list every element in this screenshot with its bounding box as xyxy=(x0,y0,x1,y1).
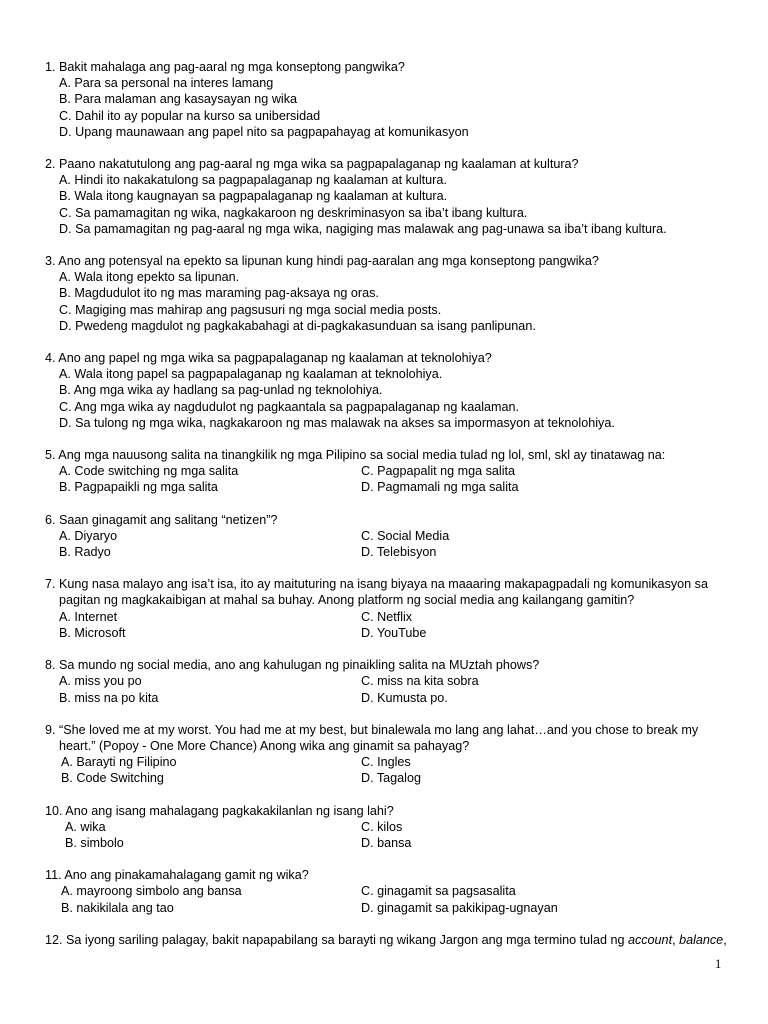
option-row xyxy=(0,625,768,641)
option-c: C. Netflix xyxy=(361,609,413,624)
question-stem: 3. Ano ang potensyal na epekto sa lipunan kung hindi pag-aaralan ang mga konseptong pangwika? xyxy=(45,254,599,269)
option-d: D. Tagalog xyxy=(361,771,421,786)
question-10 xyxy=(0,803,768,852)
option-row xyxy=(0,673,768,689)
option-b: B. Microsoft xyxy=(59,625,126,640)
question-stem: 7. Kung nasa malayo ang isa’t isa, ito ay maituturing na isang biyaya na maaaring makapagpadali ng komunikasyon sa pagitan ng magkakaibigan at mahal sa buhay. Anong platform ng social media ang kailangang gamitin? xyxy=(45,577,708,608)
option-b: B. nakikilala ang tao xyxy=(61,900,174,915)
option-d: D. Pagmamali ng mga salita xyxy=(361,480,519,495)
question-8 xyxy=(0,657,768,706)
question-stem: 4. Ano ang papel ng mga wika sa pagpapalaganap ng kaalaman at teknolohiya? xyxy=(45,351,492,366)
option-row xyxy=(0,544,768,560)
stem-text: 12. Sa iyong sariling palagay, bakit napapabilang sa barayti ng wikang Jargon ang mga termino tulad ng xyxy=(45,932,628,947)
option-b: B. simbolo xyxy=(65,835,124,850)
option-row xyxy=(0,883,768,899)
question-stem: 5. Ang mga nauusong salita na tinangkilik ng mga Pilipino sa social media tulad ng lol, sml, skl ay tinatawag na: xyxy=(45,448,666,463)
option-c: C. Pagpapalit ng mga salita xyxy=(361,464,516,479)
option-b: B. Radyo xyxy=(59,545,111,560)
option-d: D. Upang maunawaan ang papel nito sa pagpapahayag at komunikasyon xyxy=(59,124,469,139)
stem-term-account: account xyxy=(627,932,673,947)
option-row xyxy=(0,900,768,916)
question-stem: 11. Ano ang pinakamahalagang gamit ng wika? xyxy=(45,868,309,883)
question-stem: 8. Sa mundo ng social media, ano ang kahulugan ng pinaikling salita na MUztah phows? xyxy=(45,658,540,673)
option-a: A. mayroong simbolo ang bansa xyxy=(61,884,242,899)
option-b: B. Wala itong kaugnayan sa pagpapalaganap ng kaalaman at kultura. xyxy=(59,189,448,204)
stem-term-balance: balance xyxy=(679,932,724,947)
option-d: D. Sa pamamagitan ng pag-aaral ng mga wika, nagiging mas malawak ang pag-unawa sa iba’t ibang kultura. xyxy=(59,221,667,236)
option-b: B. Magdudulot ito ng mas maraming pag-aksaya ng oras. xyxy=(59,286,379,301)
stem-separator: , xyxy=(672,932,680,947)
option-c: C. Ang mga wika ay nagdudulot ng pagkaantala sa pagpapalaganap ng kaalaman. xyxy=(59,399,520,414)
option-c: C. Sa pamamagitan ng wika, nagkakaroon ng deskriminasyon sa iba’t ibang kultura. xyxy=(59,205,528,220)
option-row xyxy=(0,609,768,625)
option-b: B. miss na po kita xyxy=(59,690,159,705)
option-a: A. Code switching ng mga salita xyxy=(59,464,239,479)
question-11 xyxy=(0,867,768,916)
question-5 xyxy=(0,447,768,496)
option-c: C. kilos xyxy=(361,819,403,834)
exam-page xyxy=(0,59,768,964)
question-1 xyxy=(0,59,768,140)
option-b: B. Ang mga wika ay hadlang sa pag-unlad ng teknolohiya. xyxy=(59,383,383,398)
question-stem: 6. Saan ginagamit ang salitang “netizen”? xyxy=(45,512,278,527)
option-d: D. Kumusta po. xyxy=(361,690,448,705)
question-stem: 2. Paano nakatutulong ang pag-aaral ng mga wika sa pagpapalaganap ng kaalaman at kultura? xyxy=(45,157,579,172)
option-d: D. Telebisyon xyxy=(361,545,437,560)
option-c: C. ginagamit sa pagsasalita xyxy=(361,884,516,899)
option-c: C. Ingles xyxy=(361,755,411,770)
option-a: A. Wala itong epekto sa lipunan. xyxy=(59,270,240,285)
option-d: D. ginagamit sa pakikipag-ugnayan xyxy=(361,900,558,915)
option-row xyxy=(0,835,768,851)
option-c: C. miss na kita sobra xyxy=(361,674,479,689)
option-b: B. Pagpapaikli ng mga salita xyxy=(59,480,218,495)
question-2 xyxy=(0,156,768,237)
question-3 xyxy=(0,253,768,334)
question-9 xyxy=(0,722,768,787)
option-d: D. Pwedeng magdulot ng pagkakabahagi at di-pagkakasunduan sa isang panlipunan. xyxy=(59,318,536,333)
option-a: A. Internet xyxy=(59,609,118,624)
question-12 xyxy=(0,932,768,948)
question-stem: 10. Ano ang isang mahalagang pagkakakilanlan ng isang lahi? xyxy=(45,803,394,818)
option-a: A. Wala itong papel sa pagpapalaganap ng kaalaman at teknolohiya. xyxy=(59,367,443,382)
option-a: A. wika xyxy=(65,819,106,834)
option-b: B. Para malaman ang kasaysayan ng wika xyxy=(59,92,298,107)
option-a: A. Hindi ito nakakatulong sa pagpapalaganap ng kaalaman at kultura. xyxy=(59,173,447,188)
question-7 xyxy=(0,576,768,641)
stem-trailing: , xyxy=(723,932,727,947)
option-d: D. YouTube xyxy=(361,625,427,640)
question-4 xyxy=(0,350,768,431)
option-row xyxy=(0,754,768,770)
option-a: A. Barayti ng Filipino xyxy=(61,755,177,770)
option-b: B. Code Switching xyxy=(61,771,164,786)
option-a: A. Para sa personal na interes lamang xyxy=(59,76,274,91)
option-row xyxy=(0,819,768,835)
question-stem: 9. “She loved me at my worst. You had me at my best, but binalewala mo lang ang lahat…and you chose to break my heart.” (Popoy - One More Chance) Anong wika ang ginamit sa pahayag? xyxy=(45,722,699,753)
question-6 xyxy=(0,512,768,561)
option-row xyxy=(0,479,768,495)
option-d: D. bansa xyxy=(361,835,412,850)
option-c: C. Social Media xyxy=(361,528,450,543)
option-row xyxy=(0,528,768,544)
question-stem: 1. Bakit mahalaga ang pag-aaral ng mga konseptong pangwika? xyxy=(45,60,405,74)
option-c: C. Magiging mas mahirap ang pagsusuri ng mga social media posts. xyxy=(59,302,442,317)
option-a: A. Diyaryo xyxy=(59,528,118,543)
option-c: C. Dahil ito ay popular na kurso sa unibersidad xyxy=(59,108,321,123)
option-d: D. Sa tulong ng mga wika, nagkakaroon ng mas malawak na akses sa impormasyon at teknolohiya. xyxy=(59,415,615,430)
option-row xyxy=(0,770,768,786)
option-row xyxy=(0,463,768,479)
option-a: A. miss you po xyxy=(59,674,142,689)
page-number: 1 xyxy=(715,957,722,971)
question-stem xyxy=(0,932,768,948)
option-row xyxy=(0,690,768,706)
